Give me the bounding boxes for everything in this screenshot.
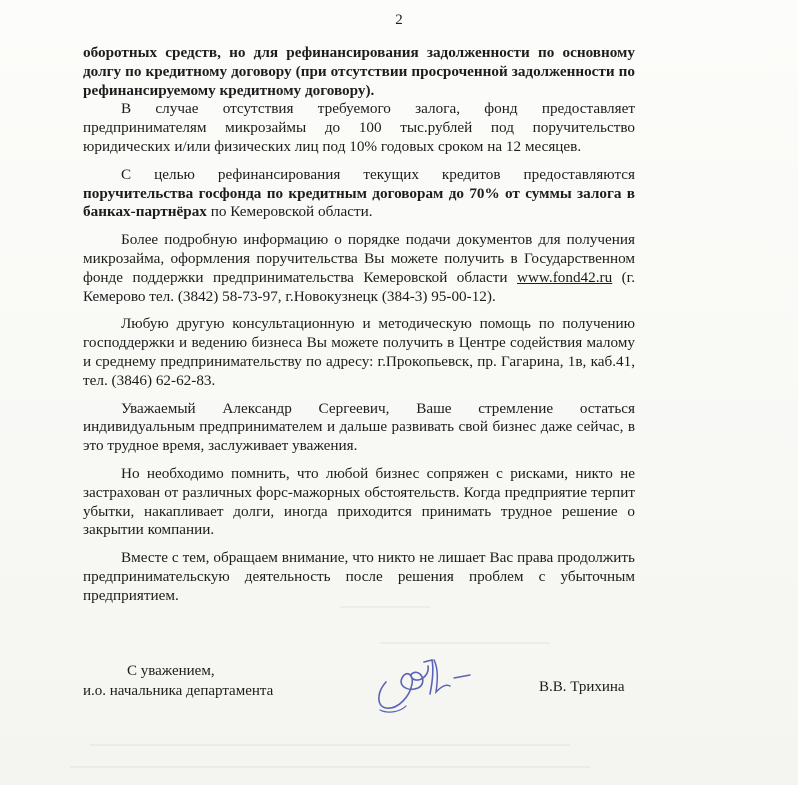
signer-name: В.В. Трихина bbox=[539, 679, 625, 695]
closing-phrase: С уважением, bbox=[127, 663, 215, 679]
letter-body bbox=[83, 44, 635, 606]
paragraph-fund-contacts bbox=[83, 231, 635, 306]
handwritten-signature-icon bbox=[372, 648, 482, 718]
guarantees-end-text: по Кемеровской области. bbox=[206, 203, 373, 221]
page-number: 2 bbox=[395, 12, 403, 28]
bleed-through-line bbox=[70, 766, 590, 768]
paragraph-microloans: В случае отсутствия требуемого залога, фонд предоставляет предпринимателям микрозаймы до 100 тыс.рублей под поручительство юридических и/или физических лиц под 10% годовых сроком на 12 месяцев. bbox=[83, 100, 635, 155]
guarantees-bold-text: поручительства госфонда по кредитным договорам до 70% от суммы залога в банках-партнёрах bbox=[83, 184, 635, 221]
fund-contacts-intro-text: Более подробную информацию о порядке подачи документов для получения микрозайма, оформления поручительства Вы можете получить в Государственном фонде поддержки предпринимательства Кемеровской области bbox=[83, 231, 635, 286]
paragraph-refinancing-conditions: оборотных средств, но для рефинансирования задолженности по основному долгу по кредитному договору (при отсутствии просроченной задолженности по рефинансируемому кредитному договору). bbox=[83, 44, 635, 99]
paragraph-closing-remark: Вместе с тем, обращаем внимание, что никто не лишает Вас права продолжить предпринимательскую деятельность после решения проблем с убыточным предприятием. bbox=[83, 549, 635, 604]
fund-website-link[interactable]: www.fond42.ru bbox=[516, 268, 613, 286]
guarantees-intro-text: С целью рефинансирования текущих кредитов предоставляются bbox=[121, 165, 635, 183]
paragraph-support-center: Любую другую консультационную и методическую помощь по получению господдержки и ведению бизнеса Вы можете получить в Центре содействия малому и среднему предпринимательству по адресу: г.Прокопьевск, пр. Гагарина, 1в, каб.41, тел. (3846) 62-62-83. bbox=[83, 315, 635, 389]
paragraph-guarantees bbox=[83, 166, 635, 222]
signer-position: и.о. начальника департамента bbox=[83, 683, 274, 699]
bleed-through-line bbox=[90, 744, 570, 746]
paragraph-address-to-recipient: Уважаемый Александр Сергеевич, Ваше стремление остаться индивидуальным предпринимателем и дальше развивать свой бизнес даже сейчас, в это трудное время, заслуживает уважения. bbox=[83, 399, 635, 455]
paragraph-business-risks: Но необходимо помнить, что любой бизнес сопряжен с рисками, никто не застрахован от различных форс-мажорных обстоятельств. Когда предприятие терпит убытки, накапливает долги, иногда приходится принимать трудное решение о закрытии компании. bbox=[83, 464, 635, 539]
bleed-through-line bbox=[340, 606, 430, 608]
fund-contacts-phones-text: (г. Кемерово тел. (3842) 58-73-97, г.Новокузнецк (384-3) 95-00-12). bbox=[83, 268, 635, 305]
bleed-through-line bbox=[380, 642, 550, 644]
signature-block bbox=[83, 661, 273, 701]
